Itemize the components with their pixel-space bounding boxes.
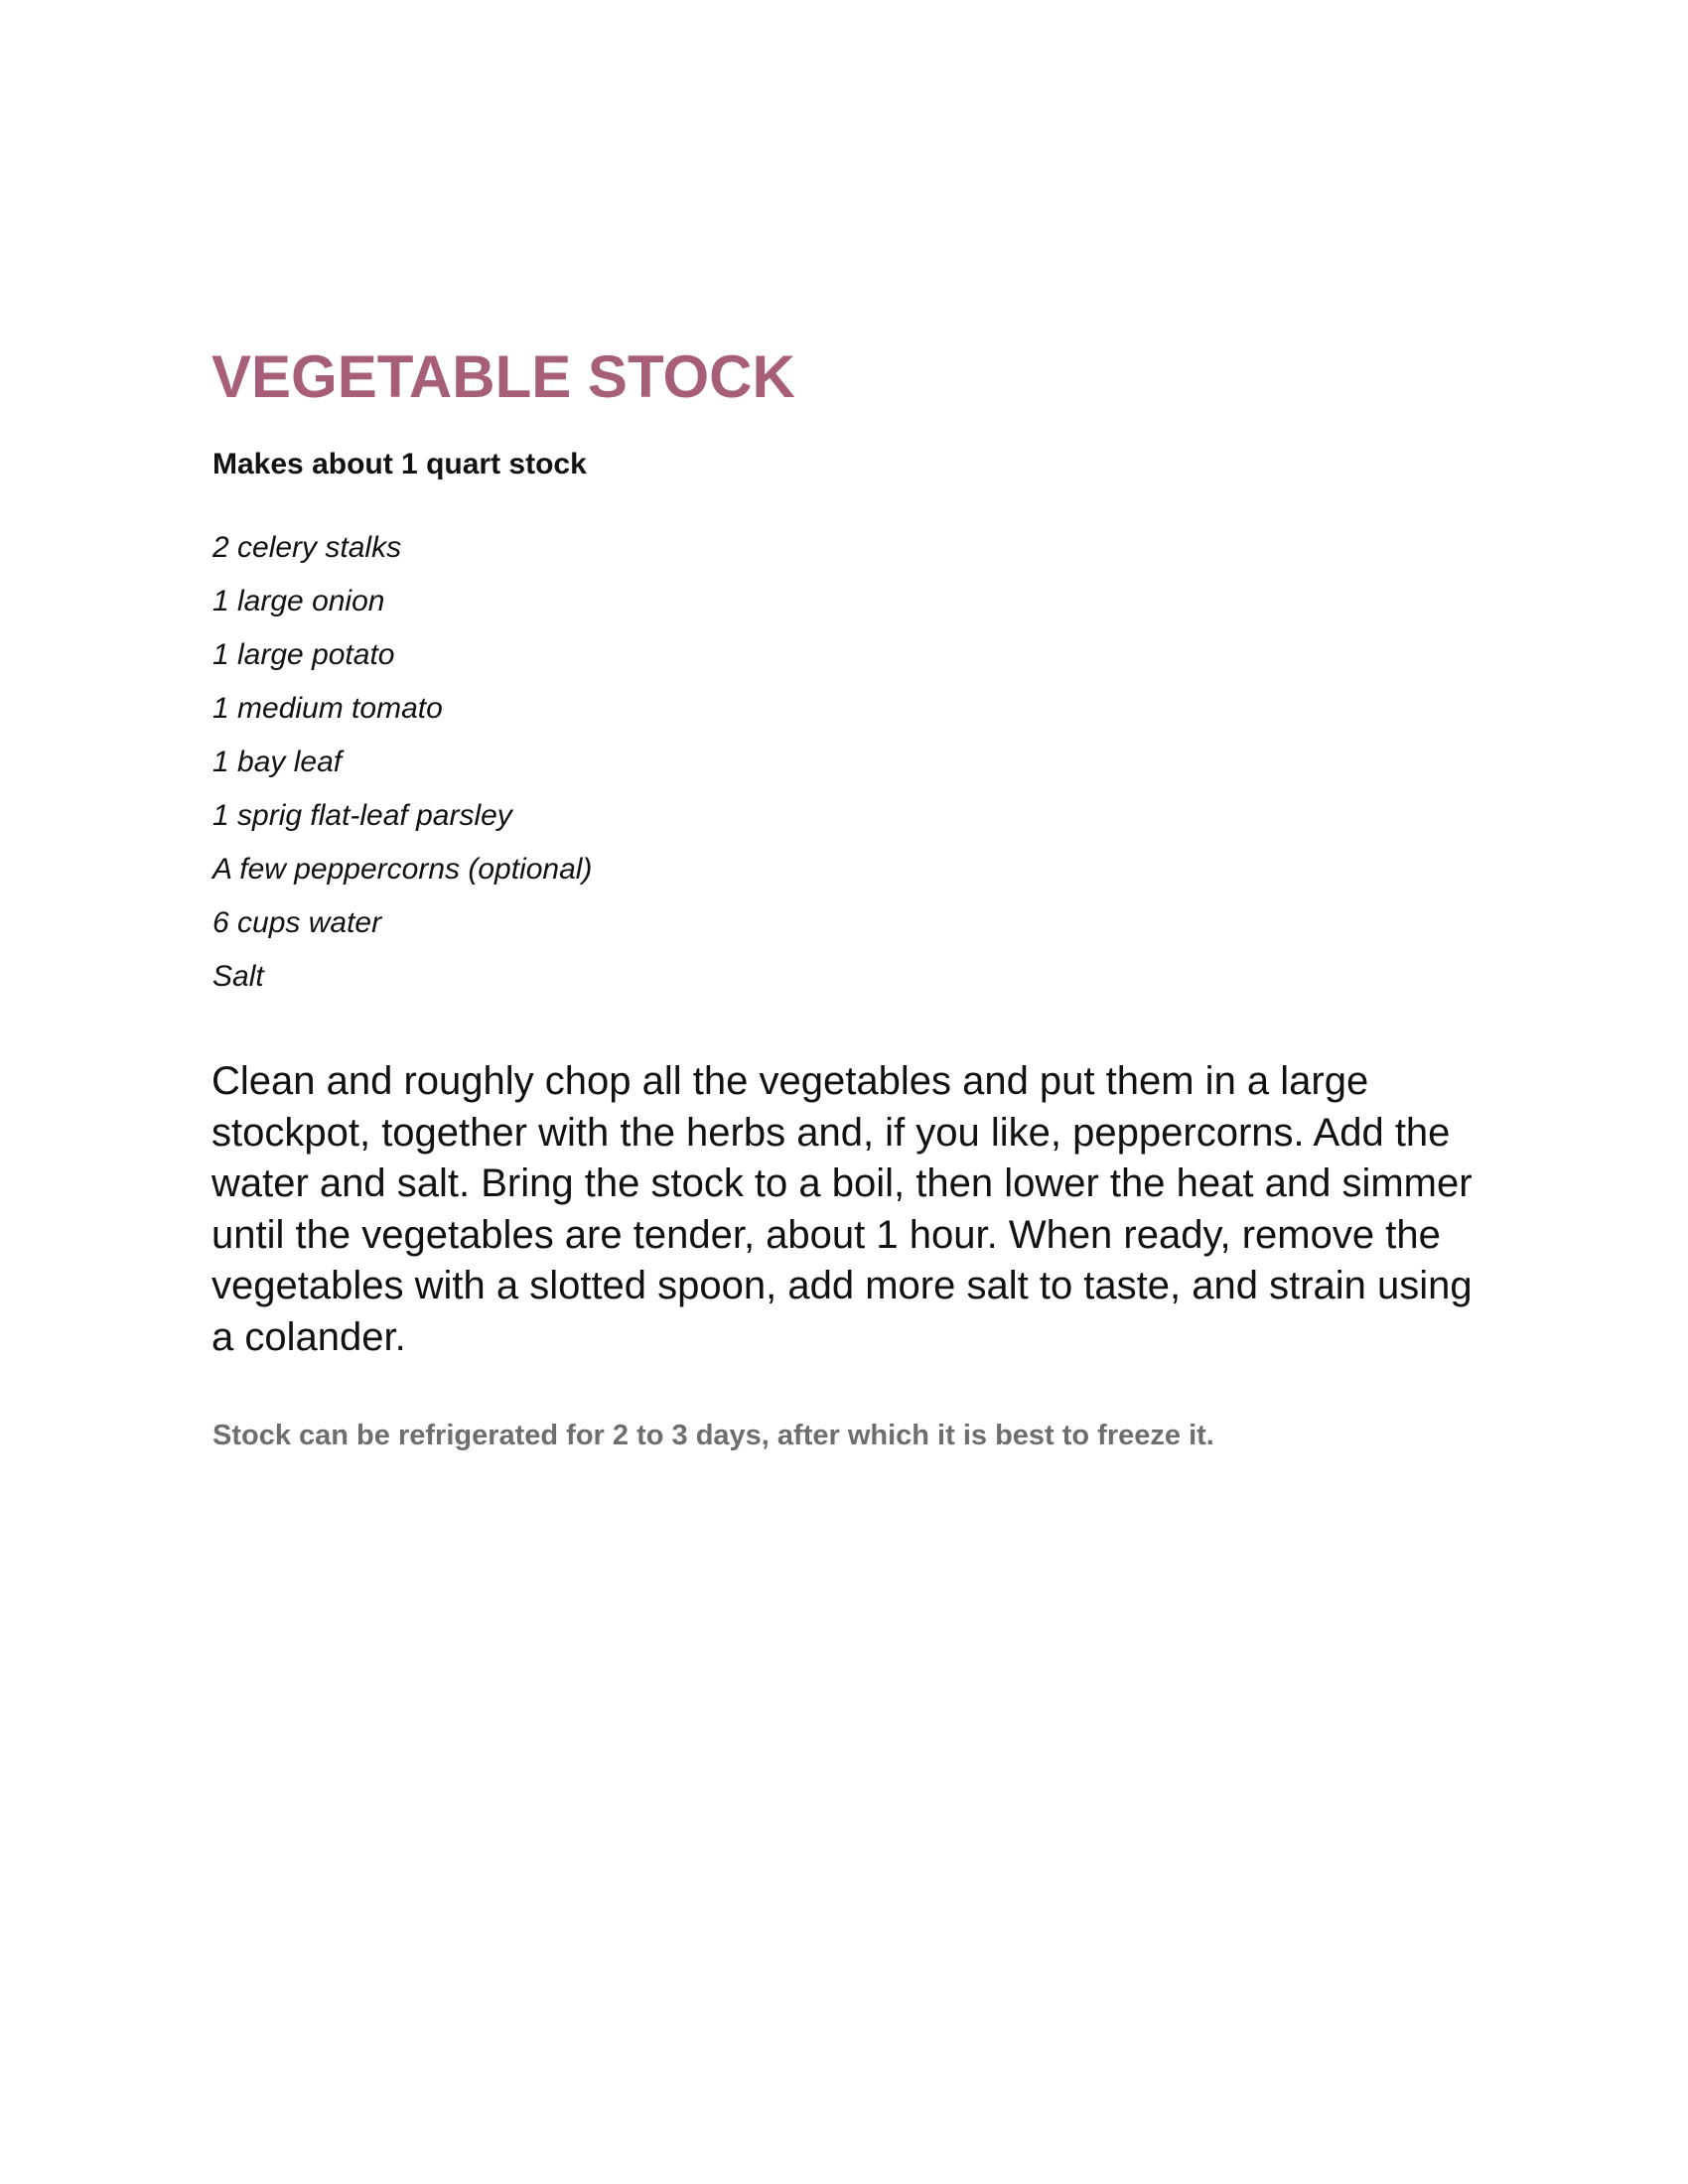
method-paragraph: Clean and roughly chop all the vegetables and put them in a large stockpot, together with the herbs and, if you like, peppercorns. Add the water and salt. Bring the stock to a boil, then lower the heat and simmer until the vegetables are tender, about 1 hour. When ready, remove the vegetables with a slotted spoon, add more salt to taste, and strain using a colander. — [211, 1059, 1473, 1359]
recipe-title: VEGETABLE STOCK — [211, 343, 795, 410]
ingredient-item: Salt — [212, 960, 264, 993]
recipe-yield: Makes about 1 quart stock — [212, 448, 587, 480]
ingredient-item: 2 celery stalks — [212, 531, 402, 564]
ingredient-list — [212, 530, 592, 1013]
ingredient-item: 1 sprig flat-leaf parsley — [212, 799, 512, 832]
ingredient-item: 1 large onion — [212, 585, 385, 617]
ingredient-item: 1 bay leaf — [212, 746, 343, 778]
ingredient-item: 1 medium tomato — [212, 692, 443, 725]
ingredient-item: 6 cups water — [212, 906, 382, 939]
storage-note: Stock can be refrigerated for 2 to 3 days, after which it is best to freeze it. — [212, 1420, 1214, 1451]
ingredient-item: 1 large potato — [212, 638, 395, 671]
ingredient-item: A few peppercorns (optional) — [212, 853, 593, 886]
